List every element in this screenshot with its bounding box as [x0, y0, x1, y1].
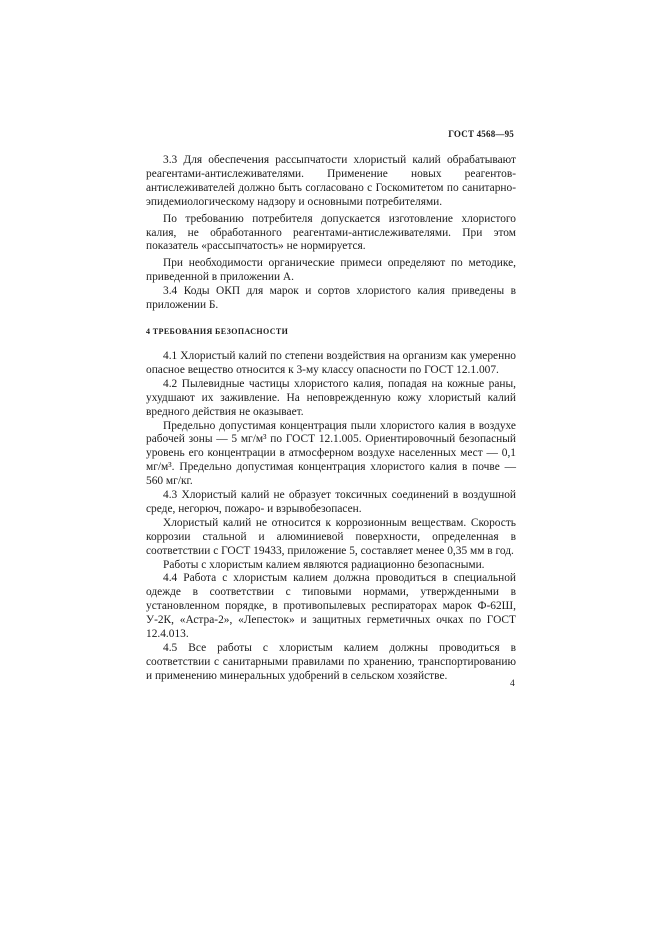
document-body — [146, 154, 516, 684]
paragraph-corrosion: Хлористый калий не относится к коррозионным веществам. Скорость коррозии стальной и алюминиевой поверхности, определенная в соответствии с ГОСТ 19433, приложение 5, составляет менее 0,35 мм в год. — [146, 516, 516, 557]
paragraph-4-5: 4.5 Все работы с хлористым калием должны проводиться в соответствии с санитарными правилами по хранению, транспортированию и применению минеральных удобрений в сельском хозяйстве. — [146, 642, 516, 682]
page-number: 4 — [510, 679, 515, 689]
paragraph-4-3: 4.3 Хлористый калий не образует токсичных соединений в воздушной среде, негорюч, пожаро- и взрывобезопасен. — [146, 489, 516, 515]
section-title-safety: 4 ТРЕБОВАНИЯ БЕЗОПАСНОСТИ — [146, 326, 289, 336]
paragraph-4-1: 4.1 Хлористый калий по степени воздействия на организм как умеренно опасное вещество относится к 3-му классу опасности по ГОСТ 12.1.007. — [146, 349, 516, 376]
page-header-standard-code: ГОСТ 4568—95 — [448, 129, 514, 139]
paragraph-radiation: Работы с хлористым калием являются радиационно безопасными. — [163, 558, 485, 571]
paragraph-4-4: 4.4 Работа с хлористым калием должна проводиться в специальной одежде в соответствии с типовыми нормами, утвержденными в установленном порядке, в противопылевых респираторах марок Ф-62Ш, У-2К, «Астра-2», «Лепесток» и защитных герметичных очках по ГОСТ 12.4.013. — [146, 572, 516, 641]
paragraph-4-2: 4.2 Пылевидные частицы хлористого калия, попадая на кожные раны, ухудшают их заживление. На неповрежденную кожу хлористый калий вредного действия не оказывает. — [146, 377, 516, 418]
paragraph-rassypchatost: По требованию потребителя допускается изготовление хлористого калия, не обработанного реагентами-антислеживателями. При этом показатель «рассыпчатость» не нормируется. — [146, 212, 516, 253]
paragraph-3-3: 3.3 Для обеспечения рассыпчатости хлористый калий обрабатывают реагентами-антислеживателями. Применение новых реагентов-антислеживателей должно быть согласовано с Госкомитетом по санитарно-эпидемиологическому надзору и основными потребителями. — [146, 154, 516, 208]
paragraph-3-4: 3.4 Коды ОКП для марок и сортов хлористого калия приведены в приложении Б. — [146, 285, 516, 312]
paragraph-organic-impurities: При необходимости органические примеси определяют по методике, приведенной в приложении А. — [146, 257, 516, 284]
paragraph-max-concentration: Предельно допустимая концентрация пыли хлористого калия в воздухе рабочей зоны — 5 мг/м³ по ГОСТ 12.1.005. Ориентировочный безопасный уровень его концентрации в атмосферном воздухе населенных мест — 0,1 мг/м³. Предельно допустимая концентрация хлористого калия в почве — 560 мг/кг. — [146, 419, 516, 488]
